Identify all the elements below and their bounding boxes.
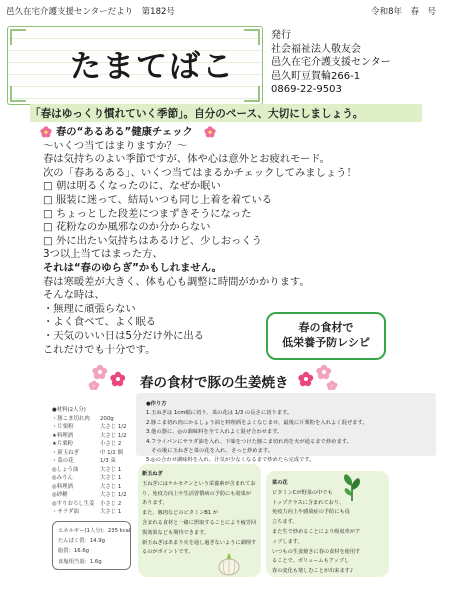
ingredient-name: ◎料理酒 bbox=[52, 483, 73, 490]
nanohana-line: 春の変化も楽しむことが出来ます♪ bbox=[272, 568, 354, 575]
onion-line: また、豚肉などのビタミンB1 が bbox=[142, 510, 218, 517]
tip-item: ・無理に頑張らない bbox=[43, 302, 136, 315]
corner-ornament bbox=[244, 29, 260, 45]
callout-line: 春の食材で bbox=[298, 321, 354, 334]
tagline-text: 「春はゆっくり慣れていく季節」。自分のペース、大切にしましょう。 bbox=[30, 108, 364, 120]
ingredient-row bbox=[52, 432, 127, 441]
ingredient-name: ・豚こま切れ肉 bbox=[52, 415, 90, 422]
step-line: 2.豚こま切れ肉にかるしょう油と料理酒をよくなじませ、最後に片栗粉を入れよく混ぜます。 bbox=[146, 419, 368, 426]
ingredient-name: ・片栗粉 bbox=[52, 424, 74, 430]
article-line: 次の「春あるある」、いくつ当てはまるかチェックしてみましょう！ bbox=[43, 166, 357, 179]
tip-item: ・天気のいい日は5分だけ外に出る bbox=[43, 329, 205, 342]
nanohana-line: いつもの生姜焼きに春の食材を使用す bbox=[272, 548, 361, 555]
article-line: これだけでも十分です。 bbox=[43, 343, 156, 356]
nanohana-icon bbox=[340, 472, 364, 502]
ingredient-name: ●材料(2人分) bbox=[52, 407, 86, 413]
recipe-steps bbox=[146, 400, 368, 466]
nanohana-line: ることで、ボリュームもアップし bbox=[272, 558, 350, 565]
ingredient-qty: 小さじ 2 bbox=[100, 500, 122, 507]
onion-line: あります。 bbox=[142, 500, 168, 507]
ingredient-name: ★片栗粉 bbox=[52, 441, 74, 447]
checklist-item: □ 朝は明るくなったのに、なぜか眠い bbox=[43, 180, 221, 193]
publisher-line: 邑久町豆賀輪266-1 bbox=[271, 70, 361, 82]
onion-title: 新玉ねぎ bbox=[142, 471, 163, 477]
ingredient-row bbox=[52, 483, 127, 492]
step-line: 4.フライパンにサラダ油を入れ、下味をつけた豚こま切れ肉を火が通るまで炒めます。 bbox=[146, 438, 352, 445]
ingredient-qty: 大さじ 1 bbox=[100, 475, 122, 481]
nutrition-line: 食塩相当量：1.6g bbox=[58, 558, 102, 565]
nanohana-line: ビタミンCが野菜の中でも bbox=[272, 489, 333, 496]
nutrition-info bbox=[58, 526, 130, 567]
step-line: 5.◎の合わせ調味料を入れ、汁気が少なくなるまで炒めたら完成です。 bbox=[146, 457, 315, 464]
article-emphasis: それは“春のゆらぎ”かもしれません。 bbox=[43, 261, 222, 274]
checklist-item: □ 花粉なのか風邪なのか分からない bbox=[43, 221, 211, 234]
nutrition-line: エネルギー(1人分)：235 kcal bbox=[58, 528, 131, 534]
onion-info bbox=[142, 470, 256, 558]
ingredient-qty: 大さじ 1/2 bbox=[100, 424, 127, 430]
article-line: 春は気持ちのよい季節ですが、体や心は意外とお疲れモード。 bbox=[43, 153, 330, 166]
ingredient-name: ◎砂糖 bbox=[52, 492, 68, 498]
ingredient-row bbox=[52, 406, 127, 415]
onion-line: り、免疫力向上や生活習慣病の予防にも効果が bbox=[142, 490, 251, 497]
article-heading: 春の“あるある”健康チェック bbox=[56, 126, 193, 138]
ingredient-qty: 大さじ 1/2 bbox=[100, 432, 127, 439]
nanohana-title: 菜の花 bbox=[272, 480, 288, 486]
newsletter-title: たまてばこ bbox=[70, 49, 235, 85]
publisher-line: 発行 bbox=[271, 30, 291, 41]
flower-cluster-icon bbox=[292, 362, 338, 390]
nanohana-line: また生で炒めることにより吸収率がア bbox=[272, 528, 361, 535]
checklist-item: □ 服装に迷って、結局いつも同じ上着を着ている bbox=[43, 193, 273, 206]
ingredient-qty: 大さじ 1/2 bbox=[100, 492, 127, 498]
ingredient-qty: 大さじ 1 bbox=[100, 483, 122, 490]
ingredient-row bbox=[52, 457, 127, 466]
publisher-line: 0869-22-9503 bbox=[271, 84, 342, 96]
checklist-item: □ 外に出たい気持ちはあるけど、少しおっくう bbox=[43, 234, 262, 247]
onion-icon bbox=[214, 551, 244, 577]
ingredient-name: ◎しょう油 bbox=[52, 466, 79, 473]
tagline-banner bbox=[30, 104, 422, 122]
article-line: 春は寒暖差が大きく、体も心も調整に時間がかかります。 bbox=[43, 275, 310, 288]
tip-item: ・よく食べて、よく眠る bbox=[43, 316, 157, 329]
nutrition-line: たんぱく質：14.9g bbox=[58, 538, 105, 545]
publisher-line: 社会福祉法人敬友会 bbox=[271, 43, 361, 55]
ingredient-row bbox=[52, 449, 127, 458]
flower-cluster-icon bbox=[88, 362, 134, 390]
ingredient-name: ◎すりおろし生姜 bbox=[52, 500, 95, 507]
onion-line: 復効果なども期待できます。 bbox=[142, 529, 210, 536]
onion-line: 含まれる食材と一緒に摂取することにより疲労回 bbox=[142, 519, 257, 526]
article-line: 3つ以上当てはまった方、 bbox=[43, 248, 163, 261]
ingredient-qty: 大さじ 1 bbox=[100, 509, 122, 515]
publisher-info bbox=[271, 29, 391, 97]
step-line: 3.他の器に、◎の調味料を全て入れよく混ぜ合わせます。 bbox=[146, 429, 283, 436]
ingredient-name: ・新玉ねぎ bbox=[52, 449, 79, 456]
newsletter-name: 邑久在宅介護支援センターだより 第182号 bbox=[6, 7, 175, 17]
ingredient-row bbox=[52, 415, 127, 424]
corner-ornament bbox=[10, 29, 26, 45]
ingredient-row bbox=[52, 500, 127, 509]
onion-line: 玉ねぎにはケルセチンという栄養素が含まれてお bbox=[142, 480, 256, 487]
ingredient-name: ◎みりん bbox=[52, 475, 73, 481]
article-line: そんな時は、 bbox=[43, 289, 105, 302]
recipe-callout bbox=[266, 312, 386, 360]
checklist-item: □ ちょっとした段差につまずきそうになった bbox=[43, 207, 252, 220]
steps-heading: ●作り方 bbox=[146, 401, 167, 407]
onion-line: るのがポイントです。 bbox=[142, 549, 194, 556]
ingredient-row bbox=[52, 423, 127, 432]
issue-date: 令和8年 春 号 bbox=[371, 7, 436, 17]
onion-line: 新玉ねぎはあまり火を通し過ぎないように調理す bbox=[142, 539, 257, 546]
ingredient-list bbox=[52, 406, 127, 517]
step-line: 1.玉ねぎは 1cm幅に切り、菜の花は 1/3 の長さに切ります。 bbox=[146, 410, 293, 417]
nutrition-line: 脂質：16.6g bbox=[58, 548, 90, 555]
article-line: ～いくつ当てはまりますか？～ bbox=[43, 139, 188, 152]
ingredient-qty: 小さじ 2 bbox=[100, 441, 122, 447]
ingredient-qty: 200g bbox=[100, 415, 114, 422]
step-line: その後に玉ねぎと菜の花を入れ、さっと炒めます。 bbox=[146, 448, 274, 455]
ingredient-row bbox=[52, 466, 127, 475]
ingredient-name: ・菜の花 bbox=[52, 458, 74, 464]
callout-line: 低栄養予防レシピ bbox=[282, 336, 370, 349]
publisher-line: 邑久在宅介護支援センター bbox=[271, 57, 391, 69]
nanohana-line: 立ちます。 bbox=[272, 519, 298, 526]
ingredient-qty: 大さじ 1 bbox=[100, 466, 122, 473]
corner-ornament bbox=[10, 86, 26, 102]
ingredient-row bbox=[52, 474, 127, 483]
ingredient-row bbox=[52, 508, 127, 517]
corner-ornament bbox=[244, 86, 260, 102]
ingredient-qty: 中 1/2 個 bbox=[100, 449, 123, 456]
nanohana-line: ップします。 bbox=[272, 538, 303, 545]
ingredient-qty: 1/3 束 bbox=[100, 458, 116, 464]
ingredient-name: ★料理酒 bbox=[52, 432, 74, 439]
recipe-title: 春の食材で豚の生姜焼き bbox=[140, 375, 289, 391]
nanohana-line: トップクラスに含まれており、 bbox=[272, 499, 345, 506]
ingredient-row bbox=[52, 491, 127, 500]
nanohana-line: 免疫力向上や感染症の予防にも役 bbox=[272, 509, 350, 516]
ingredient-row bbox=[52, 440, 127, 449]
ingredient-name: ・サラダ油 bbox=[52, 509, 79, 515]
